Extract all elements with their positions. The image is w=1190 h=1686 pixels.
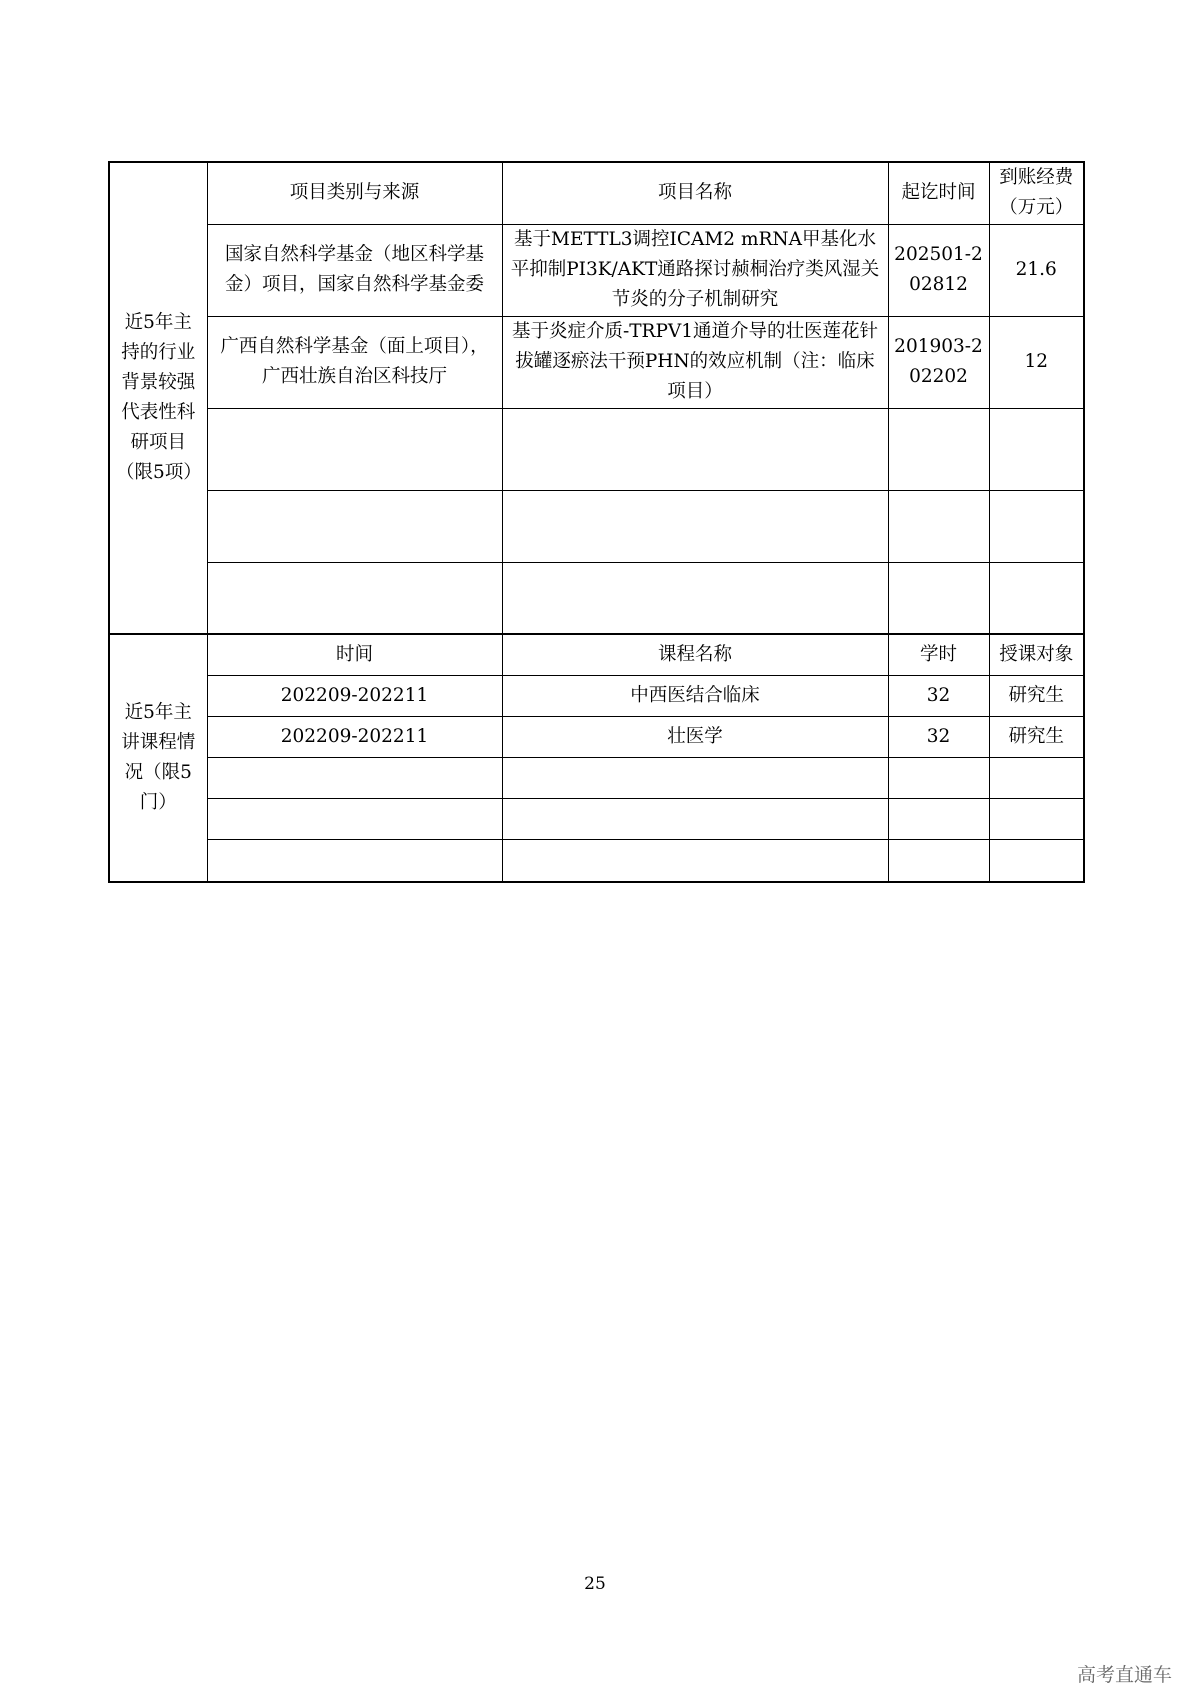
research-period: 202501-202812 — [888, 224, 989, 316]
research-category — [207, 490, 502, 562]
research-project-name — [502, 408, 888, 490]
research-category — [207, 562, 502, 634]
course-hours: 32 — [888, 675, 989, 716]
research-row — [109, 316, 1084, 408]
research-period — [888, 562, 989, 634]
research-funding — [989, 490, 1084, 562]
research-category: 广西自然科学基金（面上项目），广西壮族自治区科技厅 — [207, 316, 502, 408]
research-project-name — [502, 562, 888, 634]
research-funding — [989, 562, 1084, 634]
course-audience — [989, 798, 1084, 839]
course-time — [207, 757, 502, 798]
watermark: 高考直通车 — [1076, 1664, 1172, 1686]
header-period: 起讫时间 — [888, 162, 989, 224]
course-row — [109, 716, 1084, 757]
course-time — [207, 839, 502, 882]
research-period: 201903-202202 — [888, 316, 989, 408]
courses-header-row — [109, 634, 1084, 675]
research-row — [109, 490, 1084, 562]
page-number: 25 — [584, 1574, 606, 1594]
course-row — [109, 675, 1084, 716]
header-project-name: 项目名称 — [502, 162, 888, 224]
research-project-name — [502, 490, 888, 562]
course-audience: 研究生 — [989, 716, 1084, 757]
research-funding: 21.6 — [989, 224, 1084, 316]
course-name: 壮医学 — [502, 716, 888, 757]
research-category — [207, 408, 502, 490]
research-category: 国家自然科学基金（地区科学基金）项目，国家自然科学基金委 — [207, 224, 502, 316]
header-audience: 授课对象 — [989, 634, 1084, 675]
course-hours — [888, 798, 989, 839]
course-audience — [989, 757, 1084, 798]
header-time: 时间 — [207, 634, 502, 675]
research-project-name: 基于METTL3调控ICAM2 mRNA甲基化水平抑制PI3K/AKT通路探讨赪桐治疗类风湿关节炎的分子机制研究 — [502, 224, 888, 316]
course-time: 202209-202211 — [207, 675, 502, 716]
research-row — [109, 408, 1084, 490]
course-name: 中西医结合临床 — [502, 675, 888, 716]
research-funding: 12 — [989, 316, 1084, 408]
research-header-row — [109, 162, 1084, 224]
course-name — [502, 798, 888, 839]
course-hours — [888, 839, 989, 882]
course-hours: 32 — [888, 716, 989, 757]
course-name — [502, 757, 888, 798]
course-row — [109, 839, 1084, 882]
courses-side-label: 近5年主讲课程情况（限5门） — [109, 634, 207, 882]
research-row — [109, 224, 1084, 316]
research-project-name: 基于炎症介质-TRPV1通道介导的壮医莲花针拔罐逐瘀法干预PHN的效应机制（注：临床项目） — [502, 316, 888, 408]
course-time — [207, 798, 502, 839]
course-row — [109, 757, 1084, 798]
research-funding — [989, 408, 1084, 490]
course-hours — [888, 757, 989, 798]
header-course-name: 课程名称 — [502, 634, 888, 675]
projects-courses-table — [108, 161, 1085, 883]
research-period — [888, 490, 989, 562]
header-funding: 到账经费（万元） — [989, 162, 1084, 224]
course-row — [109, 798, 1084, 839]
research-side-label: 近5年主持的行业背景较强代表性科研项目（限5项） — [109, 162, 207, 634]
course-name — [502, 839, 888, 882]
header-category-source: 项目类别与来源 — [207, 162, 502, 224]
research-period — [888, 408, 989, 490]
course-audience — [989, 839, 1084, 882]
course-time: 202209-202211 — [207, 716, 502, 757]
header-hours: 学时 — [888, 634, 989, 675]
research-row — [109, 562, 1084, 634]
course-audience: 研究生 — [989, 675, 1084, 716]
